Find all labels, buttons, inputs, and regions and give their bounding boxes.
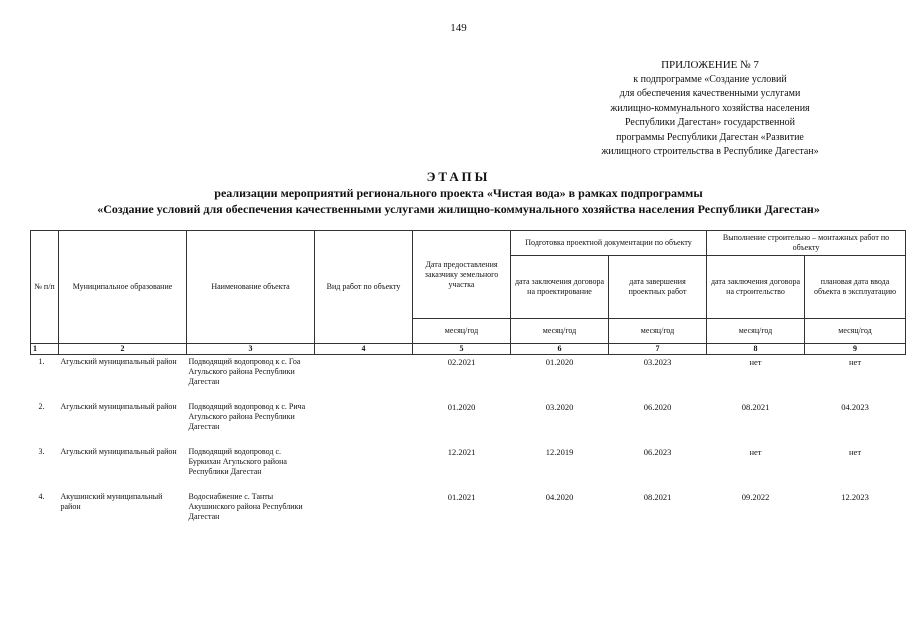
- table-row: [31, 355, 906, 400]
- row-object: Водоснабжение с. Танты Акушинского района Республики Дагестан: [188, 491, 303, 521]
- column-number: 5: [413, 344, 511, 355]
- row-work-type: [315, 400, 413, 445]
- row-land-date: 01.2021: [447, 491, 476, 502]
- appendix-line: для обеспечения качественными услугами: [619, 88, 801, 99]
- header-construction-group: Выполнение строительно – монтажных работ по объекту: [707, 231, 906, 256]
- row-num: 3.: [38, 446, 45, 456]
- table-row: [31, 445, 906, 490]
- row-design-contract: 04.2020: [545, 491, 574, 502]
- row-design-contract: 03.2020: [545, 401, 574, 412]
- row-num: 2.: [38, 401, 45, 411]
- row-work-type: [315, 355, 413, 400]
- row-design-end: 06.2023: [643, 446, 672, 457]
- column-number: 2: [59, 344, 187, 355]
- heading-title: ЭТАПЫ: [426, 169, 491, 184]
- header-design-end: дата завершения проектных работ: [609, 256, 707, 319]
- row-object: Подводящий водопровод с. Буркихан Агульского района Республики Дагестан: [188, 446, 287, 476]
- row-commissioning: 12.2023: [841, 491, 869, 502]
- row-municipality: Акушинский муниципальный район: [60, 491, 163, 511]
- row-construction-contract: нет: [749, 446, 762, 457]
- appendix-line: жилищного строительства в Республике Дагестан»: [601, 146, 819, 157]
- stages-table: [30, 230, 906, 535]
- appendix-block: [560, 58, 860, 160]
- header-month-year: месяц/год: [511, 319, 609, 344]
- document-heading: [0, 168, 917, 217]
- row-commissioning: нет: [849, 357, 862, 367]
- row-work-type: [315, 490, 413, 535]
- appendix-title: ПРИЛОЖЕНИЕ № 7: [661, 59, 759, 71]
- column-number: 1: [31, 344, 59, 355]
- row-municipality: Агульский муниципальный район: [60, 357, 177, 366]
- row-land-date: 01.2020: [447, 401, 476, 412]
- row-design-end: 08.2021: [643, 491, 672, 502]
- header-commissioning: плановая дата ввода объекта в эксплуатацию: [805, 256, 906, 319]
- appendix-line: жилищно-коммунального хозяйства населения: [610, 102, 810, 114]
- row-commissioning: нет: [849, 446, 862, 457]
- header-construction-contract: дата заключения договора на строительство: [707, 256, 805, 319]
- row-design-contract: 01.2020: [545, 357, 574, 367]
- header-design-contract: дата заключения договора на проектирование: [511, 256, 609, 319]
- heading-line-3: «Создание условий для обеспечения качественными услугами жилищно-коммунального хозяйства населения Республики Дагестан»: [97, 202, 820, 216]
- row-commissioning: 04.2023: [841, 401, 869, 412]
- column-number: 3: [187, 344, 315, 355]
- heading-line-2: реализации мероприятий регионального проекта «Чистая вода» в рамках подпрограммы: [214, 186, 703, 200]
- appendix-line: программы Республики Дагестан «Развитие: [616, 131, 804, 143]
- row-construction-contract: 09.2022: [741, 491, 770, 502]
- row-num: 4.: [38, 491, 45, 501]
- table-row: [31, 400, 906, 445]
- column-number: 9: [805, 344, 906, 355]
- row-num: 1.: [38, 357, 45, 366]
- row-construction-contract: 08.2021: [741, 401, 770, 412]
- header-num: № п/п: [31, 231, 59, 344]
- column-number: 8: [707, 344, 805, 355]
- row-municipality: Агульский муниципальный район: [60, 401, 177, 411]
- row-design-end: 06.2020: [643, 401, 672, 412]
- header-object: Наименование объекта: [187, 231, 315, 344]
- row-design-end: 03.2023: [643, 357, 672, 367]
- row-design-contract: 12.2019: [545, 446, 574, 457]
- appendix-line: к подпрограмме «Создание условий: [633, 73, 787, 85]
- header-month-year: месяц/год: [413, 319, 511, 344]
- header-municipality: Муниципальное образование: [59, 231, 187, 344]
- header-month-year: месяц/год: [805, 319, 906, 344]
- row-construction-contract: нет: [749, 357, 762, 367]
- row-land-date: 12.2021: [447, 446, 476, 457]
- header-month-year: месяц/год: [609, 319, 707, 344]
- column-number: 6: [511, 344, 609, 355]
- row-work-type: [315, 445, 413, 490]
- column-number: 7: [609, 344, 707, 355]
- row-municipality: Агульский муниципальный район: [60, 446, 177, 456]
- table-row: [31, 490, 906, 535]
- page-number: 149: [450, 22, 467, 34]
- row-object: Подводящий водопровод к с. Рича Агульского района Республики Дагестан: [188, 401, 306, 431]
- header-design-group: Подготовка проектной документации по объекту: [511, 231, 707, 256]
- header-work-type: Вид работ по объекту: [315, 231, 413, 344]
- appendix-line: Республики Дагестан» государственной: [624, 117, 796, 128]
- header-land-date: Дата предоставления заказчику земельного участка: [413, 231, 511, 319]
- row-land-date: 02.2021: [447, 357, 476, 367]
- row-object: Подводящий водопровод к с. Гоа Агульского района Республики Дагестан: [188, 357, 301, 386]
- header-month-year: месяц/год: [707, 319, 805, 344]
- column-number: 4: [315, 344, 413, 355]
